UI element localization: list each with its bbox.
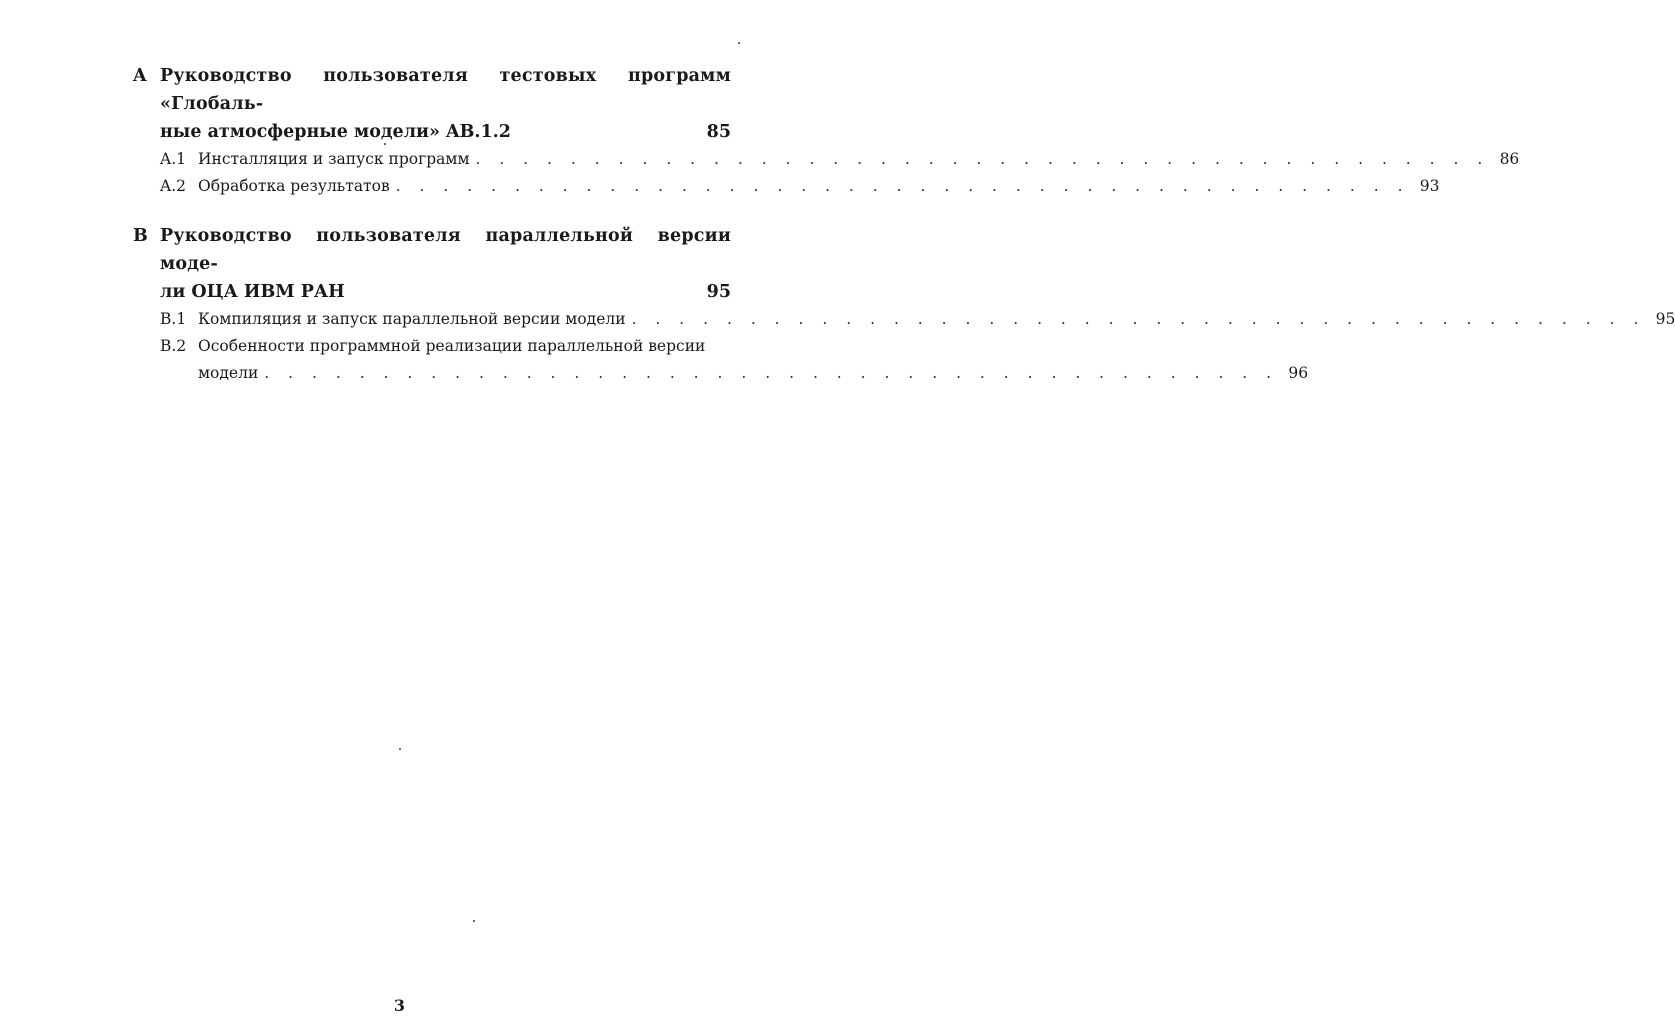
toc-section-a1[interactable]: [133, 146, 1520, 173]
chapter-page-number: 95: [706, 282, 731, 302]
chapter-title-line1: Руководство пользователя параллельной версии моде-: [160, 226, 731, 274]
dot-leader: . . . . . . . . . . . . . . . . . . . . . . . . . . . . . . . . . . . . . . . . . . .: [631, 310, 1646, 328]
scan-speck: [738, 42, 740, 44]
section-title: Инсталляция и запуск программ: [198, 150, 470, 168]
section-page-number: 86: [1499, 150, 1520, 168]
section-number: A.2: [160, 177, 186, 195]
toc-section-a2[interactable]: [133, 173, 1440, 200]
chapter-title-line1: Руководство пользователя тестовых программ «Глобаль-: [160, 66, 731, 114]
toc-section-b1[interactable]: [133, 306, 1675, 333]
page-number: 3: [393, 996, 406, 1015]
section-page-number: 95: [1655, 310, 1675, 328]
section-title: Компиляция и запуск параллельной версии модели: [198, 310, 626, 328]
scan-speck: [384, 143, 386, 145]
table-of-contents: [133, 62, 1675, 409]
chapter-title[interactable]: [133, 222, 731, 306]
chapter-title-line2: ли ОЦА ИВМ РАН: [160, 282, 345, 302]
section-title-line1: Особенности программной реализации параллельной версии: [198, 337, 706, 355]
toc-chapter-a: [133, 62, 1520, 200]
dot-leader: . . . . . . . . . . . . . . . . . . . . . . . . . . . . . . . . . . . . . . . . . . .: [264, 364, 1279, 382]
section-number: B.1: [160, 310, 187, 328]
section-page-number: 96: [1288, 364, 1309, 382]
chapter-title[interactable]: [133, 62, 731, 146]
dot-leader: . . . . . . . . . . . . . . . . . . . . . . . . . . . . . . . . . . . . . . . . . . .: [475, 150, 1490, 168]
chapter-letter: B: [133, 226, 148, 246]
dot-leader: . . . . . . . . . . . . . . . . . . . . . . . . . . . . . . . . . . . . . . . . . . .: [395, 177, 1410, 195]
section-number: A.1: [160, 150, 186, 168]
chapter-letter: A: [133, 66, 147, 86]
toc-chapter-b: [133, 222, 1675, 387]
section-title-line2: модели: [198, 364, 259, 382]
scan-speck: [473, 920, 475, 922]
section-page-number: 93: [1419, 177, 1440, 195]
toc-section-b2[interactable]: [133, 333, 1309, 387]
section-title: Обработка результатов: [198, 177, 390, 195]
section-number: B.2: [160, 337, 187, 355]
scan-speck: [399, 748, 401, 750]
chapter-title-line2: ные атмосферные модели» AB.1.2: [160, 122, 511, 142]
chapter-page-number: 85: [706, 122, 731, 142]
